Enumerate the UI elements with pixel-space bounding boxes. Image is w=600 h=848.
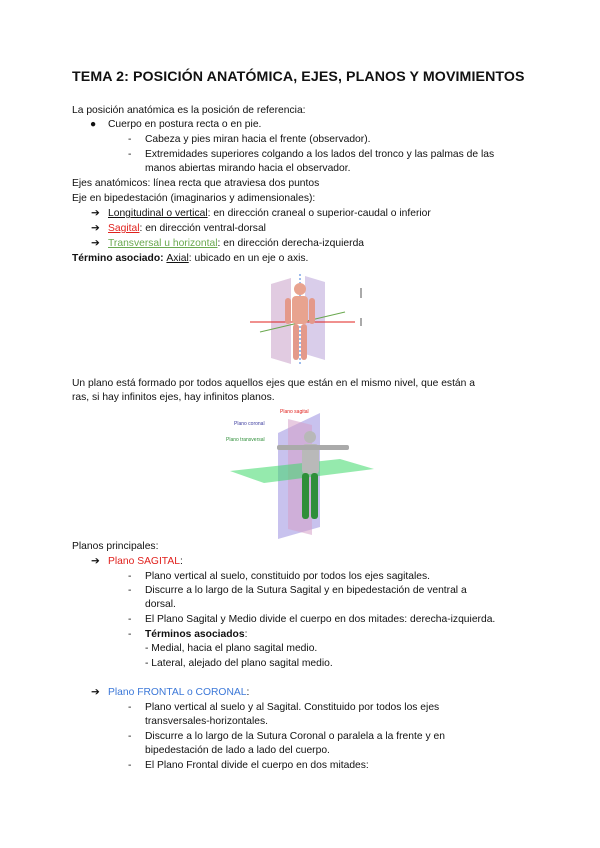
dash-marker: -	[128, 731, 132, 742]
axis-name: Longitudinal o vertical	[108, 208, 208, 219]
associated-sep: :	[160, 253, 167, 264]
axes-figure	[245, 272, 365, 367]
dash-marker: -	[128, 760, 132, 771]
sagital-item: El Plano Sagital y Medio divide el cuerpo en dos mitades: derecha-izquierda.	[145, 614, 496, 625]
figure-arms	[277, 445, 349, 450]
bullet-dot: ●	[90, 119, 97, 130]
frontal-item: Plano vertical al suelo y al Sagital. Constituido por todos los ejes	[145, 702, 440, 713]
associated-term	[72, 252, 308, 266]
plano-definition: Un plano está formado por todos aquellos ejes que están en el mismo nivel, que están a	[72, 378, 475, 389]
figure-arm	[285, 298, 291, 324]
arrow-icon: ➔	[91, 238, 100, 249]
dash-marker: -	[128, 134, 132, 145]
plano-sagital-heading	[108, 555, 183, 569]
dash-marker: -	[128, 702, 132, 713]
sagital-item-cont: dorsal.	[145, 599, 176, 610]
dash-marker: -	[128, 614, 132, 625]
figure-leg	[293, 324, 299, 360]
colon: :	[179, 556, 183, 567]
axis-transversal	[108, 237, 364, 251]
intro-dash-1: Cabeza y pies miran hacia el frente (observador).	[145, 134, 371, 145]
colon: :	[246, 687, 250, 698]
intro-line: La posición anatómica es la posición de referencia:	[72, 105, 306, 116]
axis-longitudinal	[108, 207, 431, 221]
dash-marker: -	[128, 629, 132, 640]
figure-label-transversal: Plano transversal	[226, 437, 265, 443]
plano-frontal-name: Plano FRONTAL o CORONAL	[108, 687, 247, 698]
terms-label: Términos asociados	[145, 629, 245, 640]
axis-sagital	[108, 222, 266, 236]
dash-marker: -	[128, 571, 132, 582]
figure-leg	[301, 324, 307, 360]
arrow-icon: ➔	[91, 208, 100, 219]
figure-leg	[302, 473, 309, 519]
page-title: TEMA 2: POSICIÓN ANATÓMICA, EJES, PLANOS Y MOVIMIENTOS	[72, 69, 525, 85]
plano-frontal-heading	[108, 686, 249, 700]
figure-label-sagital: Plano sagital	[280, 409, 309, 415]
figure-label-coronal: Plano coronal	[234, 421, 265, 427]
sagital-item: Discurre a lo largo de la Sutura Sagital y en bipedestación de ventral a	[145, 585, 467, 596]
frontal-item-cont: transversales-horizontales.	[145, 716, 269, 727]
associated-desc: : ubicado en un eje o axis.	[188, 253, 309, 264]
plano-definition-cont: ras, si hay infinitos ejes, hay infinitos planos.	[72, 392, 275, 403]
axis-name: Transversal u horizontal	[108, 238, 218, 249]
sagital-terms-heading	[145, 628, 247, 642]
associated-label: Término asociado	[72, 253, 161, 264]
figure-torso	[292, 296, 308, 324]
sagital-item: Plano vertical al suelo, constituido por todos los ejes sagitales.	[145, 571, 431, 582]
dash-marker: -	[128, 149, 132, 160]
sagital-subitem: - Medial, hacia el plano sagital medio.	[145, 643, 318, 654]
intro-bullet: Cuerpo en postura recta o en pie.	[108, 119, 262, 130]
frontal-item-cont: bipedestación de lado a lado del cuerpo.	[145, 745, 330, 756]
colon: :	[244, 629, 248, 640]
arrow-icon: ➔	[91, 223, 100, 234]
frontal-item: Discurre a lo largo de la Sutura Coronal o paralela a la frente y en	[145, 731, 445, 742]
arrow-icon: ➔	[91, 556, 100, 567]
figure-head	[294, 283, 306, 295]
figure-leg	[311, 473, 318, 519]
figure-arm	[309, 298, 315, 324]
bipedestacion-line: Eje en bipedestación (imaginarios y adimensionales):	[72, 193, 316, 204]
intro-dash-2-cont: manos abiertas mirando hacia el observador.	[145, 163, 351, 174]
frontal-item: El Plano Frontal divide el cuerpo en dos mitades:	[145, 760, 369, 771]
dash-marker: -	[128, 585, 132, 596]
axis-desc: : en dirección craneal o superior-caudal o inferior	[207, 208, 431, 219]
planes-figure	[222, 405, 382, 540]
figure-head	[304, 431, 316, 443]
intro-dash-2: Extremidades superiores colgando a los lados del tronco y las palmas de las	[145, 149, 495, 160]
arrow-icon: ➔	[91, 687, 100, 698]
ejes-definition: Ejes anatómicos: línea recta que atraviesa dos puntos	[72, 178, 320, 189]
associated-term-name: Axial	[166, 253, 189, 264]
sagital-subitem: - Lateral, alejado del plano sagital medio.	[145, 658, 333, 669]
plano-sagital-name: Plano SAGITAL	[108, 556, 180, 567]
planos-principales-heading: Planos principales:	[72, 541, 159, 552]
axis-desc: : en dirección derecha-izquierda	[217, 238, 365, 249]
axis-name: Sagital	[108, 223, 140, 234]
axis-desc: : en dirección ventral-dorsal	[139, 223, 266, 234]
